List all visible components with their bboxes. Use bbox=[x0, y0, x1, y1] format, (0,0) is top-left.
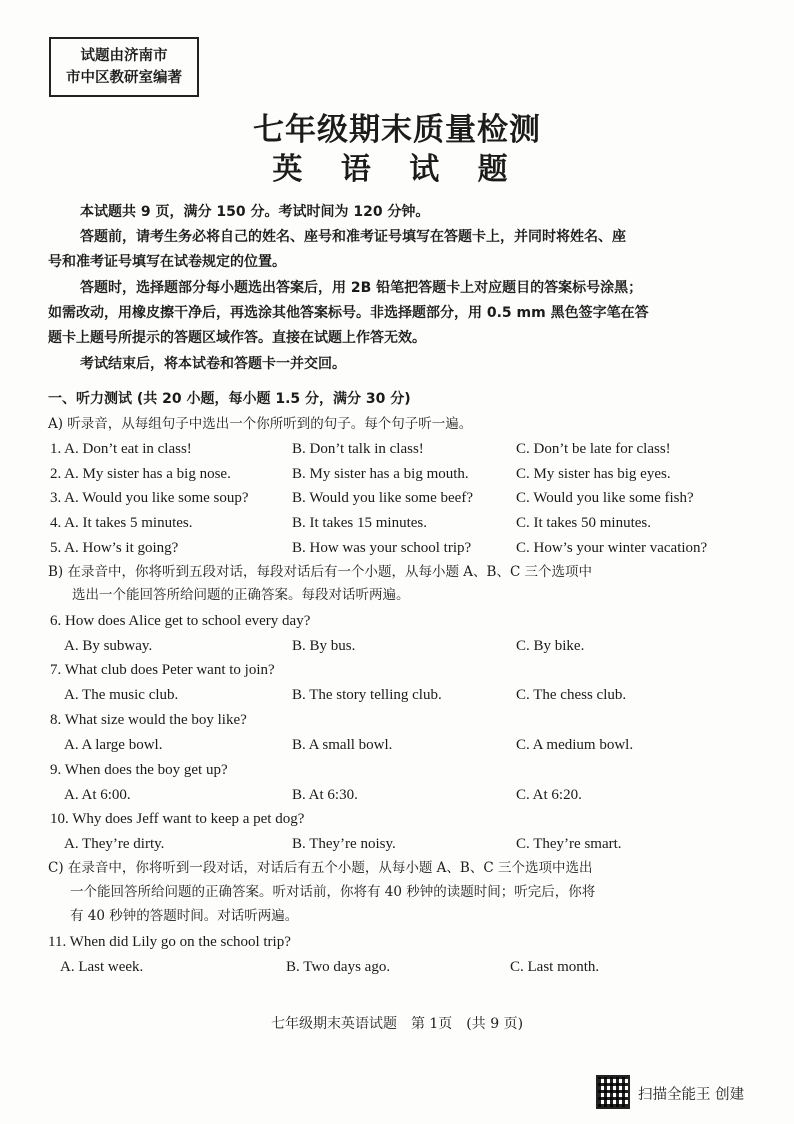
q7-option-b: B. The story telling club. bbox=[292, 687, 442, 703]
q7-stem: 7. What club does Peter want to join? bbox=[50, 662, 275, 678]
q6-stem: 6. How does Alice get to school every day? bbox=[50, 613, 311, 629]
q8-option-c: C. A medium bowl. bbox=[516, 737, 634, 753]
q1-option-a: 1. A. Don’t eat in class! bbox=[50, 441, 192, 457]
q9-option-a: A. At 6:00. bbox=[64, 787, 131, 803]
note-pages: 本试题共 9 页，满分 150 分。考试时间为 120 分钟。 bbox=[80, 204, 430, 220]
q5-option-a: 5. A. How’s it going? bbox=[50, 540, 179, 556]
q5-option-b: B. How was your school trip? bbox=[292, 540, 472, 556]
note-prep-1: 答题前，请考生务必将自己的姓名、座号和准考证号填写在答题卡上，并同时将姓名、座 bbox=[80, 229, 626, 245]
part-c-instructions-3: 有 40 秒钟的答题时间。对话听两遍。 bbox=[70, 908, 299, 924]
section-heading: 一、听力测试 (共 20 小题，每小题 1.5 分，满分 30 分) bbox=[48, 391, 411, 407]
part-b-instructions-2: 选出一个能回答所给问题的正确答案。每段对话听两遍。 bbox=[72, 587, 410, 603]
q8-option-a: A. A large bowl. bbox=[64, 737, 163, 753]
q8-option-b: B. A small bowl. bbox=[292, 737, 393, 753]
q4-option-b: B. It takes 15 minutes. bbox=[292, 515, 427, 531]
q10-option-c: C. They’re smart. bbox=[516, 836, 622, 852]
note-answer-3: 题卡上题号所提示的答题区域作答。直接在试题上作答无效。 bbox=[48, 330, 426, 346]
page-footer: 七年级期末英语试题 第 1页 (共 9 页) bbox=[270, 1016, 524, 1032]
q8-stem: 8. What size would the boy like? bbox=[50, 712, 247, 728]
q6-option-b: B. By bus. bbox=[292, 638, 356, 654]
q7-option-a: A. The music club. bbox=[64, 687, 179, 703]
stamp-line-1: 试题由济南市 bbox=[80, 48, 168, 64]
q6-option-a: A. By subway. bbox=[64, 638, 153, 654]
q11-option-c: C. Last month. bbox=[510, 959, 600, 975]
q2-option-b: B. My sister has a big mouth. bbox=[292, 466, 469, 482]
exam-title: 七年级期末质量检测 bbox=[253, 112, 541, 148]
q11-stem: 11. When did Lily go on the school trip? bbox=[48, 934, 291, 950]
q2-option-c: C. My sister has big eyes. bbox=[516, 466, 671, 482]
note-answer-1: 答题时，选择题部分每小题选出答案后，用 2B 铅笔把答题卡上对应题目的答案标号涂黑； bbox=[80, 280, 643, 296]
q1-option-c: C. Don’t be late for class! bbox=[516, 441, 671, 457]
note-answer-2: 如需改动，用橡皮擦干净后，再选涂其他答案标号。非选择题部分，用 0.5 mm 黑色签字笔在答 bbox=[48, 305, 649, 321]
q7-option-c: C. The chess club. bbox=[516, 687, 627, 703]
q4-option-c: C. It takes 50 minutes. bbox=[516, 515, 651, 531]
qr-code-icon bbox=[596, 1075, 630, 1109]
q4-option-a: 4. A. It takes 5 minutes. bbox=[50, 515, 193, 531]
q11-option-a: A. Last week. bbox=[60, 959, 144, 975]
part-c-instructions-2: 一个能回答所给问题的正确答案。听对话前，你将有 40 秒钟的读题时间；听完后，你将 bbox=[70, 884, 596, 900]
q2-option-a: 2. A. My sister has a big nose. bbox=[50, 466, 231, 482]
q9-option-b: B. At 6:30. bbox=[292, 787, 358, 803]
q9-stem: 9. When does the boy get up? bbox=[50, 762, 228, 778]
part-c-instructions-1: C) 在录音中，你将听到一段对话，对话后有五个小题，从每小题 A、B、C 三个选项中选出 bbox=[48, 860, 593, 876]
part-a-instructions: A) 听录音，从每组句子中选出一个你所听到的句子。每个句子听一遍。 bbox=[48, 416, 473, 432]
q3-option-b: B. Would you like some beef? bbox=[292, 490, 473, 506]
q11-option-b: B. Two days ago. bbox=[286, 959, 391, 975]
q6-option-c: C. By bike. bbox=[516, 638, 585, 654]
scanner-watermark: 扫描全能王 创建 bbox=[638, 1087, 745, 1103]
q3-option-c: C. Would you like some fish? bbox=[516, 490, 694, 506]
exam-subtitle: 英 语 试 题 bbox=[272, 152, 522, 187]
note-prep-2: 号和准考证号填写在试卷规定的位置。 bbox=[48, 254, 286, 270]
q3-option-a: 3. A. Would you like some soup? bbox=[50, 490, 249, 506]
q9-option-c: C. At 6:20. bbox=[516, 787, 582, 803]
q10-option-a: A. They’re dirty. bbox=[64, 836, 165, 852]
author-stamp bbox=[49, 37, 199, 97]
q5-option-c: C. How’s your winter vacation? bbox=[516, 540, 708, 556]
part-b-instructions-1: B) 在录音中，你将听到五段对话，每段对话后有一个小题，从每小题 A、B、C 三个选项中 bbox=[48, 564, 593, 580]
stamp-line-2: 市中区教研室编著 bbox=[66, 70, 182, 86]
note-end: 考试结束后，将本试卷和答题卡一并交回。 bbox=[80, 356, 346, 372]
q10-option-b: B. They’re noisy. bbox=[292, 836, 396, 852]
q1-option-b: B. Don’t talk in class! bbox=[292, 441, 424, 457]
q10-stem: 10. Why does Jeff want to keep a pet dog? bbox=[50, 811, 305, 827]
